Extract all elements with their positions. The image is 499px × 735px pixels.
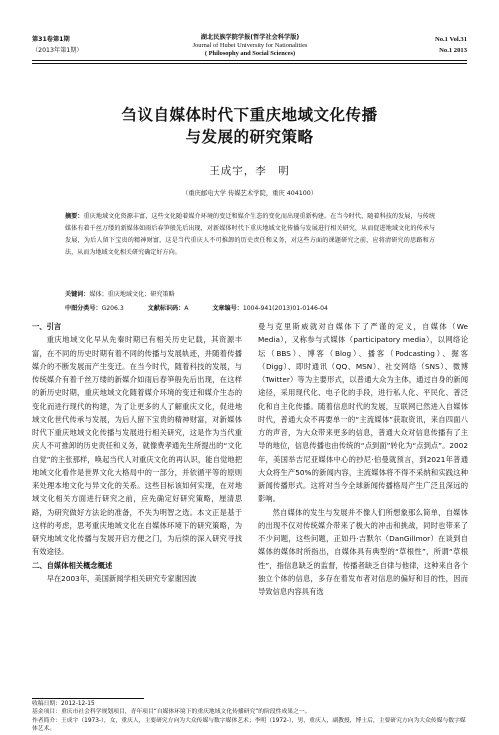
footnote-received: 收稿日期：2012-12-15 [32, 701, 95, 707]
keywords-label: 关键词： [65, 291, 90, 298]
section-heading-intro: 一、引言 [32, 322, 62, 331]
footnote-fund: 基金项目：重庆市社会科学规划项目，青年项目“自媒体环境下的重庆地域文化传播研究”的阶段性成果之一。 [32, 709, 311, 716]
header-center [120, 34, 380, 58]
art-value: 1004-941(2013)01-0146-04 [242, 305, 328, 312]
running-header [0, 0, 499, 62]
art-label: 文章编号： [212, 305, 243, 312]
title-line-2: 与发展的研究策略 [185, 128, 314, 146]
clc-number [65, 305, 124, 312]
affiliation: （重庆邮电大学 传媒艺术学院，重庆 404100） [181, 190, 318, 197]
article-number [212, 305, 327, 312]
keywords [65, 289, 435, 301]
title-line-1: 刍议自媒体时代下重庆地域文化传播 [121, 106, 378, 124]
clc-value: G206.3 [101, 305, 124, 312]
journal-name-en: Journal of Hubei University for Nationalities [192, 42, 308, 49]
footnote [32, 700, 467, 734]
body-column-left [32, 320, 242, 585]
header-left [32, 34, 83, 56]
abstract-label: 摘要： [65, 213, 84, 220]
volume-cn: 第31卷第1期 [32, 36, 70, 43]
body-column-right [258, 320, 468, 598]
journal-series-en: ( Philosophy and Social Sciences) [204, 50, 296, 57]
doc-value: A [184, 305, 189, 312]
header-rule-thick [32, 60, 467, 61]
header-right [435, 34, 467, 56]
date-cn: （2013年第1期） [32, 47, 83, 54]
paragraph-we-media: 曼与克里斯威就对自媒体下了严谨的定义，自媒体（We Media），又称参与式媒体（participatory media），以网络论坛（BBS）、博客（Blog）、播客（Podcasting）、掘客（Digg）、即时通讯（QQ、MSN）、社交网络（SNS）、微博（Twitter）等为主要形式，以普通大众为主体，通过自身的新闻途径，采用现代化、电子化的手段，进行私人化、平民化、普泛化和自主化传播。随着信息时代的发展，互联网已然进入自媒体时代，普通大众不再要单一的“主流媒体”获取资讯，来自四面八方的声音，为大众带来更多的信息，普通大众对信息传播有了主导的地位，信息传播也由传统的“点到面”转化为“点到点”。2002年，美国举吉尼亚媒体中心的抄尼·伯曼就预言，到2021年普通大众将生产50%的新闻内容，主流媒体将不得不采纳和实践这种新闻传播形式。这将对当今全球新闻传播格局产生广泛且深远的影响。 [258, 322, 468, 504]
paragraph-grassroots: 然自媒体的发生与发展并不像人们所想象那么简单，自媒体的出现不仅对传统媒介带来了极大的冲击和挑战，同时也带来了不少问题，这些问题，正如丹·吉默尔（DanGillmor）在谈到自媒体的媒体时所指出，自媒体具有典型的“草根性”，所谓“草根性”，指信息缺乏的监督，传播者缺乏自律与他律，这种来自各个独立个体的信息，多存在着发布者对信息的偏好和目的性，因而导致信息内容具有选 [258, 507, 468, 596]
clc-label: 中图分类号： [65, 305, 102, 312]
footnote-bio: 作者简介：王成宇（1973-），女，重庆人，主要研究方向为大众传媒与数字媒体艺术；李明（1972-），男，重庆人，副教授，博士后，主要研究方向为大众传媒与数字媒体艺术。 [32, 717, 466, 733]
header-rule-thin [32, 63, 467, 64]
keywords-text: 媒体；重庆地域文化；研究策略 [89, 291, 175, 298]
abstract-text: 重庆地域文化资源丰富，这些文化随着媒介环境的变迁和媒介生态的变化而出现重新构建。在当今时代，随着科技的发展，与传统媒体有着千丝万缕的新媒体如雨后春笋般先后出现，对新媒体时代下重庆地域文化传播与发展进行相关研究，从而促进地域文化的传承与发展，为后人留下宝贵的精神财富，这是当代重庆人不可推卸的历史责任和义务，对这些方面的课题研究之前，应将清研究的思路和方法，从而为地域文化相关研究确定好方向。 [65, 213, 436, 256]
article-meta [65, 303, 435, 315]
paragraph-intro: 重庆地域文化早从先秦时期已有相关历史记载，其资源丰富，在不同的历史时期有着不同的传播与发展轨迹，并随着传播媒介的不断发展而产生变迁。在当今时代，随着科技的发展，与传统媒介有着千丝万缕的新媒介如雨后春笋般先后出现，在这样的新历史时期，重庆地域文化随着媒介环境的变迁和媒介生态的变化而进行现代的构建，为了让更多的人了解重庆文化，促进地域文化世代传承与发展，为后人留下宝贵的精神财富，对新媒体时代下重庆地域文化传播与发展进行相关研究，这是作为当代重庆人不可推卸的历史责任和义务，就像费孝通先生所提出的“文化自觉”的主张那样，唤起当代人对重庆文化的再认识，能自觉地把地域文化看作是世界文化大格局中的一部分，并依循平等的原则来处理本地文化与异文化的关系。这些目标该如何实现，在对地域文化相关方面进行研究之前，应先确定好研究策略，厘清思路，为研究做好方法论的准备，不失为明智之选。本文正是基于这样的考虑，思考重庆地域文化在自媒体环境下的研究策略，为研究地域文化传播与发展开启方便之门，为后续的深入研究寻找有效途径。 [32, 335, 242, 557]
volume-en: No.1 Vol.31 [434, 36, 467, 43]
abstract [65, 211, 435, 259]
journal-name-cn: 湖北民族学院学报(哲学社会科学版) [200, 34, 300, 41]
section-heading-concepts: 二、自媒体相关概念概述 [32, 560, 113, 570]
paragraph-concepts-start: 早在2003年，美国新闻学相关研究专家谢因波 [46, 573, 197, 583]
doc-code [148, 305, 189, 312]
issue-en: No.1 2013 [439, 47, 467, 54]
footnote-rule [32, 698, 144, 699]
authors: 王成宇，李 明 [209, 165, 290, 177]
article-title [40, 104, 459, 148]
doc-label: 文献标识码： [147, 305, 185, 312]
